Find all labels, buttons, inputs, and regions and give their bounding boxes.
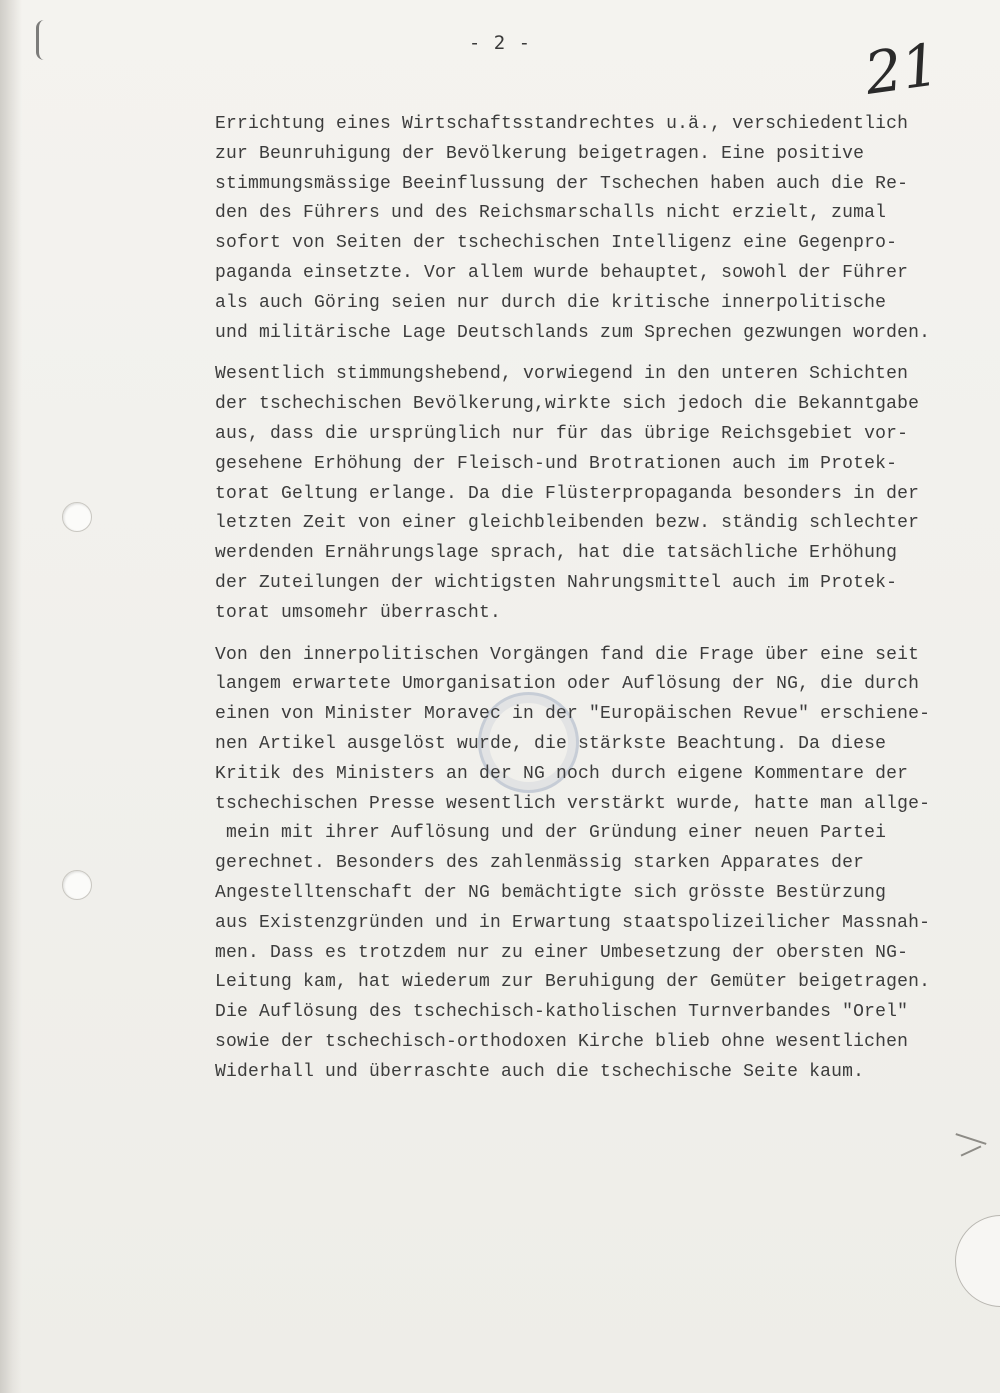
paper-corner-curl — [955, 1215, 1000, 1307]
paper-edge-shadow — [0, 0, 22, 1393]
text-line: Wesentlich stimmungshebend, vorwiegend in den unteren Schichten — [215, 364, 909, 385]
typed-body-text — [215, 110, 985, 1100]
text-line: der Zuteilungen der wichtigsten Nahrungsmittel auch im Protek- — [215, 572, 898, 593]
punch-hole-lower — [62, 870, 92, 900]
paragraph-3 — [215, 641, 985, 1088]
handwritten-folio-number: 21 — [860, 30, 944, 108]
text-line: paganda einsetzte. Vor allem wurde behauptet, sowohl der Führer — [215, 262, 909, 283]
text-line: Angestelltenschaft der NG bemächtigte sich grösste Bestürzung — [215, 882, 887, 903]
text-line: mein mit ihrer Auflösung und der Gründung einer neuen Partei — [215, 823, 887, 844]
text-line: sofort von Seiten der tschechischen Intelligenz eine Gegenpro- — [215, 233, 898, 254]
text-line: langem erwartete Umorganisation oder Auflösung der NG, die durch — [215, 674, 920, 695]
text-line: einen von Minister Moravec in der "Europäischen Revue" erschiene- — [215, 704, 931, 725]
page-number: - 2 - — [468, 32, 532, 54]
text-line: Widerhall und überraschte auch die tschechische Seite kaum. — [215, 1061, 865, 1082]
text-line: als auch Göring seien nur durch die kritische innerpolitische — [215, 292, 887, 313]
text-line: tschechischen Presse wesentlich verstärkt wurde, hatte man allge- — [215, 793, 931, 814]
text-line: stimmungsmässige Beeinflussung der Tschechen haben auch die Re- — [215, 173, 909, 194]
text-line: Errichtung eines Wirtschaftsstandrechtes u.ä., verschiedentlich — [215, 114, 909, 134]
pencil-mark — [961, 1145, 982, 1156]
text-line: sowie der tschechisch-orthodoxen Kirche blieb ohne wesentlichen — [215, 1031, 909, 1052]
text-line: Kritik des Ministers an der NG noch durch eigene Kommentare der — [215, 763, 909, 784]
text-line: den des Führers und des Reichsmarschalls nicht erzielt, zumal — [215, 203, 887, 224]
paragraph-2 — [215, 360, 985, 628]
text-line: men. Dass es trotzdem nur zu einer Umbesetzung der obersten NG- — [215, 942, 909, 963]
text-line: gerechnet. Besonders des zahlenmässig starken Apparates der — [215, 853, 865, 874]
text-line: torat umsomehr überrascht. — [215, 602, 502, 623]
text-line: nen Artikel ausgelöst wurde, die stärkste Beachtung. Da diese — [215, 733, 887, 754]
text-line: zur Beunruhigung der Bevölkerung beigetragen. Eine positive — [215, 143, 865, 164]
text-line: gesehene Erhöhung der Fleisch-und Brotrationen auch im Protek- — [215, 453, 898, 474]
punch-hole-upper — [62, 502, 92, 532]
paragraph-1 — [215, 110, 985, 348]
text-line: Die Auflösung des tschechisch-katholischen Turnverbandes "Orel" — [215, 1002, 909, 1023]
text-line: aus Existenzgründen und in Erwartung staatspolizeilicher Massnah- — [215, 912, 931, 933]
pencil-mark — [955, 1133, 986, 1145]
text-line: letzten Zeit von einer gleichbleibenden bezw. ständig schlechter — [215, 513, 920, 534]
text-line: werdenden Ernährungslage sprach, hat die tatsächliche Erhöhung — [215, 543, 898, 564]
text-line: Von den innerpolitischen Vorgängen fand die Frage über eine seit — [215, 644, 920, 665]
text-line: aus, dass die ursprünglich nur für das übrige Reichsgebiet vor- — [215, 423, 909, 444]
text-line: torat Geltung erlange. Da die Flüsterpropaganda besonders in der — [215, 483, 920, 504]
text-line: Leitung kam, hat wiederum zur Beruhigung der Gemüter beigetragen. — [215, 972, 931, 993]
text-line: und militärische Lage Deutschlands zum Sprechen gezwungen worden. — [215, 322, 931, 343]
text-line: der tschechischen Bevölkerung,wirkte sich jedoch die Bekanntgabe — [215, 394, 920, 415]
